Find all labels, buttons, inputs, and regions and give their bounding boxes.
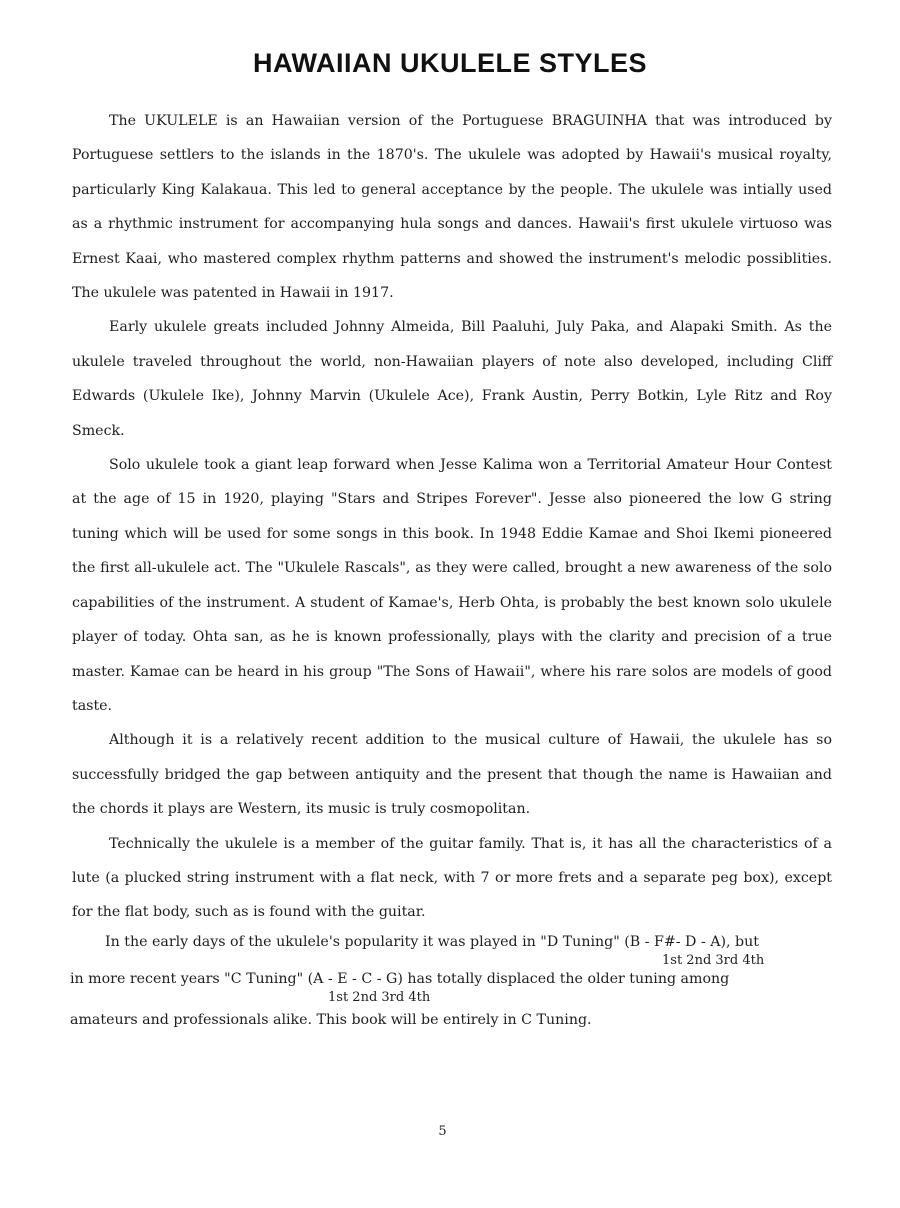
tuning-line-2: in more recent years "C Tuning" (A - E - C - G) has totally displaced the older tuning among — [70, 971, 730, 987]
body-text — [72, 104, 832, 930]
paragraph-early-greats: Early ukulele greats included Johnny Almeida, Bill Paaluhi, July Paka, and Alapaki Smith. As the ukulele traveled throughout the world, non-Hawaiian players of note also developed, including Cliff Edwards (Ukulele Ike), Johnny Marvin (Ukulele Ace), Frank Austin, Perry Botkin, Lyle Ritz and Roy Smeck. — [72, 319, 832, 439]
paragraph-solo-ukulele: Solo ukulele took a giant leap forward when Jesse Kalima won a Territorial Amateur Hour Contest at the age of 15 in 1920, playing "Stars and Stripes Forever". Jesse also pioneered the low G string tuning which will be used for some songs in this book. In 1948 Eddie Kamae and Shoi Ikemi pioneered the first all-ukulele act. The "Ukulele Rascals", as they were called, brought a new awareness of the solo capabilities of the instrument. A student of Kamae's, Herb Ohta, is probably the best known solo ukulele player of today. Ohta san, as he is known professionally, plays with the clarity and precision of a true master. Kamae can be heard in his group "The Sons of Hawaii", where his rare solos are models of good taste. — [72, 457, 832, 714]
paragraph-culture: Although it is a relatively recent addition to the musical culture of Hawaii, the ukulele has so successfully bridged the gap between antiquity and the present that though the name is Hawaiian and the chords it plays are Western, its music is truly cosmopolitan. — [72, 732, 832, 818]
c-tuning-string-numbers: 1st 2nd 3rd 4th — [328, 990, 431, 1005]
tuning-line-1: In the early days of the ukulele's popularity it was played in "D Tuning" (B - F#- D - A), but — [105, 934, 759, 950]
tuning-line-3: amateurs and professionals alike. This book will be entirely in C Tuning. — [70, 1012, 592, 1028]
d-tuning-string-numbers: 1st 2nd 3rd 4th — [662, 953, 765, 968]
paragraph-history: The UKULELE is an Hawaiian version of the Portuguese BRAGUINHA that was introduced by Portuguese settlers to the islands in the 1870's. The ukulele was adopted by Hawaii's musical royalty, particularly King Kalakaua. This led to general acceptance by the people. The ukulele was intially used as a rhythmic instrument for accompanying hula songs and dances. Hawaii's first ukulele virtuoso was Ernest Kaai, who mastered complex rhythm patterns and showed the instrument's melodic possiblities. The ukulele was patented in Hawaii in 1917. — [72, 113, 832, 302]
paragraph-guitar-family: Technically the ukulele is a member of the guitar family. That is, it has all the characteristics of a lute (a plucked string instrument with a flat neck, with 7 or more frets and a separate peg box), except for the flat body, such as is found with the guitar. — [72, 835, 832, 921]
page-number: 5 — [438, 1124, 447, 1139]
page-title: HAWAIIAN UKULELE STYLES — [252, 48, 648, 78]
